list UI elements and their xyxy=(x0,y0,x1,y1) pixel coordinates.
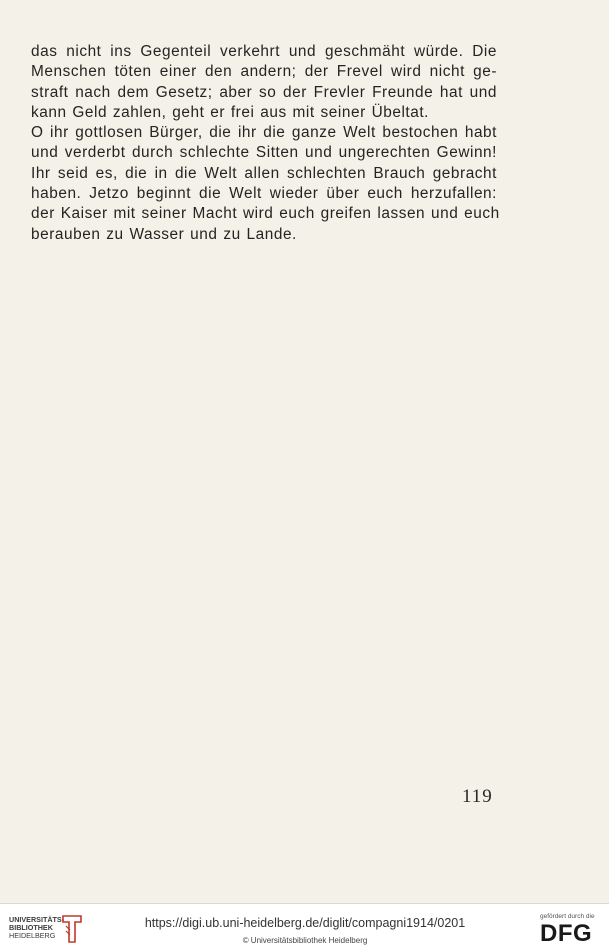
library-name-line: HEIDELBERG xyxy=(9,931,56,940)
text-line: berauben zu Wasser und zu Lande. xyxy=(31,225,297,243)
text-line: kann Geld zahlen, geht er frei aus mit seiner Übeltat. xyxy=(31,103,430,121)
text-line: das nicht ins Gegenteil verkehrt und geschmäht würde. Die xyxy=(31,43,497,60)
text-line: Menschen töten einer den andern; der Frevel wird nicht ge- xyxy=(31,63,497,81)
text-line: straft nach dem Gesetz; aber so der Frevler Freunde hat und xyxy=(31,83,497,101)
library-name-line: UNIVERSITÄTS- xyxy=(9,915,65,924)
text-line: O ihr gottlosen Bürger, die ihr die ganze Welt bestochen habt xyxy=(31,124,497,142)
library-logo-icon xyxy=(61,914,83,944)
copyright-notice: © Universitätsbibliothek Heidelberg xyxy=(242,936,368,945)
library-name xyxy=(9,916,64,940)
sponsor-label: gefördert durch die xyxy=(540,913,595,920)
page-number: 119 xyxy=(462,786,493,807)
text-line: und verderbt durch schlechte Sitten und ungerechten Gewinn! xyxy=(31,144,497,162)
viewer-footer xyxy=(0,903,609,952)
text-line: Ihr seid es, die in die Welt allen schlechten Brauch gebracht xyxy=(31,164,497,182)
text-line: haben. Jetzo beginnt die Welt wieder über euch herzufallen: xyxy=(31,185,497,203)
body-text xyxy=(31,42,500,245)
permalink-url[interactable]: https://digi.ub.uni-heidelberg.de/diglit/compagni1914/0201 xyxy=(144,916,466,930)
text-line: der Kaiser mit seiner Macht wird euch greifen lassen und euch xyxy=(31,205,500,223)
dfg-logo: DFG xyxy=(540,920,593,947)
library-name-line: BIBLIOTHEK xyxy=(9,923,53,932)
